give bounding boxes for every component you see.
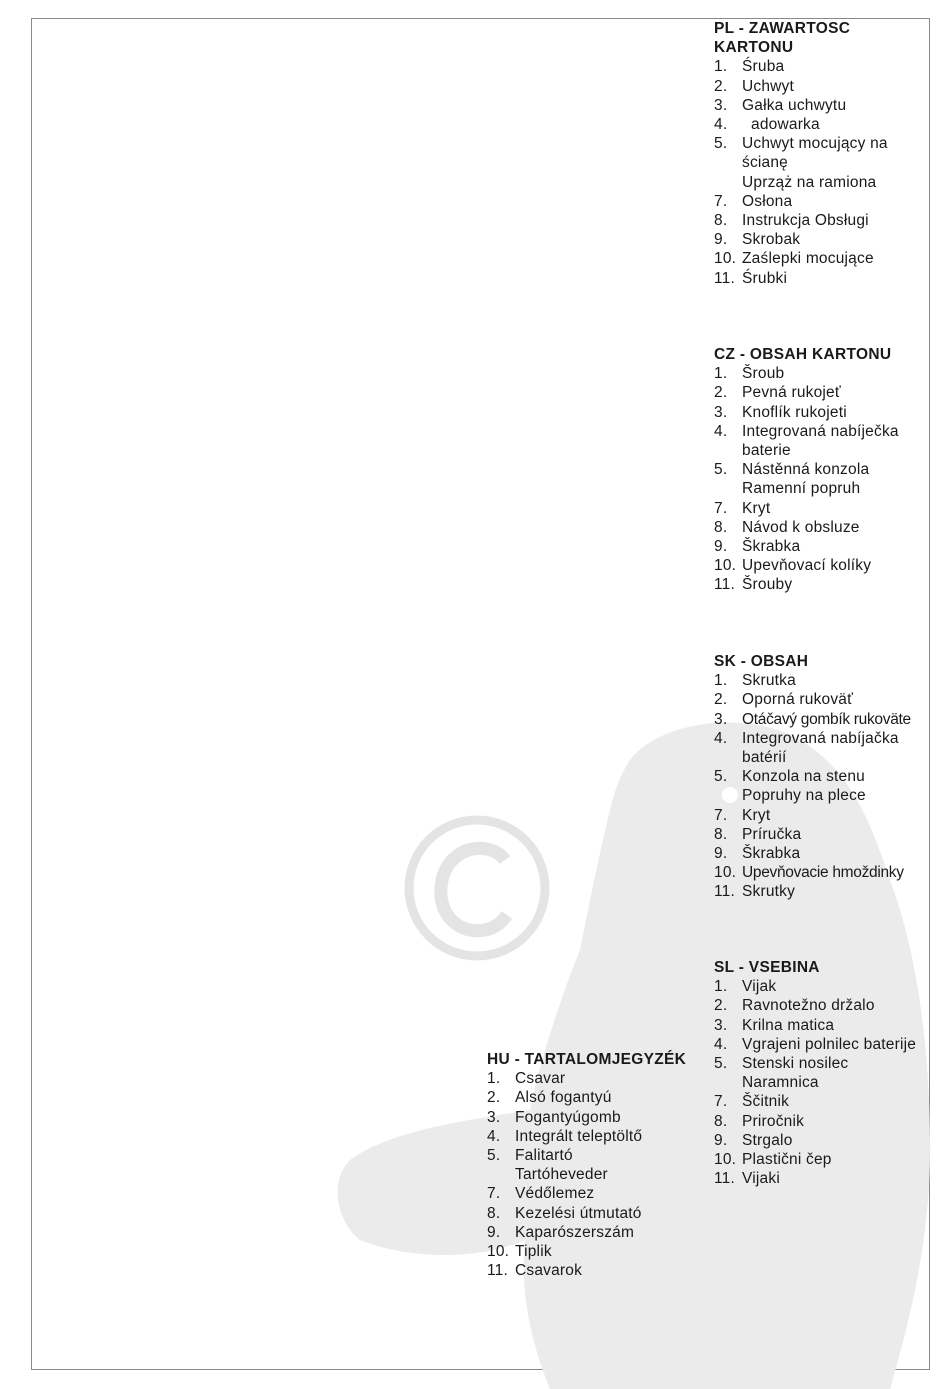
- list-item: 1. Csavar: [487, 1070, 566, 1088]
- list-item: 2. Alsó fogantyú: [487, 1089, 612, 1107]
- list-item: 11. Śrubki: [714, 269, 788, 287]
- list-item: 10. Upevňovacie hmoždinky: [714, 864, 904, 882]
- section-title: CZ - OBSAH KARTONU: [714, 346, 892, 363]
- list-item: 1. Šroub: [714, 365, 785, 383]
- list-item: 7. Osłona: [714, 192, 793, 210]
- section-cz: [714, 345, 934, 595]
- list-item: 9. Skrobak: [714, 231, 801, 249]
- parts-list: [487, 1069, 712, 1280]
- parts-list: [714, 364, 934, 594]
- list-item: Ramenní popruh: [742, 480, 861, 498]
- list-item: 4. Integrovaná nabíjačka batérií: [714, 729, 899, 767]
- list-item: 4. Integrált teleptöltő: [487, 1127, 643, 1145]
- list-item: 10. Plastični čep: [714, 1151, 832, 1169]
- section-pl: [714, 19, 934, 288]
- list-item: 3. Krilna matica: [714, 1016, 835, 1034]
- section-title: HU - TARTALOMJEGYZÉK: [487, 1051, 687, 1068]
- list-item: 8. Návod k obsluze: [714, 518, 860, 536]
- list-item: 1. Vijak: [714, 978, 777, 996]
- list-item: 2. Pevná rukojeť: [714, 384, 841, 402]
- list-item: 5. Uchwyt mocujący na ścianę: [714, 135, 888, 172]
- list-item: 10. Zaślepki mocujące: [714, 250, 874, 268]
- list-item: 1. Skrutka: [714, 672, 796, 690]
- section-sl: [714, 958, 934, 1188]
- list-item: 11. Šrouby: [714, 576, 793, 594]
- section-title: SK - OBSAH: [714, 653, 809, 670]
- list-item: 3. Gałka uchwytu: [714, 96, 847, 114]
- section-title: PL - ZAWARTOSC KARTONU: [714, 20, 851, 57]
- list-item: 8. Kezelési útmutató: [487, 1204, 642, 1222]
- list-item: Tartóheveder: [515, 1166, 608, 1184]
- list-item: 4. Vgrajeni polnilec baterije: [714, 1035, 917, 1053]
- list-item: 5. Konzola na stenu: [714, 768, 865, 786]
- list-item: 3. Otáčavý gombík rukoväte: [714, 710, 911, 728]
- parts-list: [714, 671, 934, 901]
- list-item: 2. Uchwyt: [714, 77, 795, 95]
- list-item: 9. Škrabka: [714, 538, 801, 556]
- list-item: 2. Ravnotežno držalo: [714, 997, 875, 1015]
- list-item: 7. Kryt: [714, 806, 771, 824]
- section-hu: [487, 1050, 712, 1280]
- list-item: 10. Upevňovací kolíky: [714, 557, 872, 575]
- list-item: 9. Kaparószerszám: [487, 1223, 635, 1241]
- list-item: 7. Ščitnik: [714, 1093, 790, 1111]
- list-item: 8. Príručka: [714, 825, 802, 843]
- list-item: 10. Tiplik: [487, 1243, 552, 1261]
- list-item: Uprząż na ramiona: [742, 173, 877, 191]
- list-item: 1. Śruba: [714, 58, 785, 76]
- list-item: 11. Skrutky: [714, 883, 796, 901]
- section-title: SL - VSEBINA: [714, 959, 820, 976]
- list-item: 7. Védőlemez: [487, 1185, 595, 1203]
- list-item: 3. Fogantyúgomb: [487, 1108, 621, 1126]
- list-item: 9. Škrabka: [714, 845, 801, 863]
- list-item: 11. Csavarok: [487, 1262, 583, 1280]
- list-item: 8. Priročnik: [714, 1112, 805, 1130]
- list-item: 11. Vijaki: [714, 1170, 780, 1188]
- section-sk: [714, 652, 934, 902]
- list-item: 4. Integrovaná nabíječka baterie: [714, 422, 899, 460]
- parts-list: [714, 977, 934, 1188]
- list-item: 5. Nástěnná konzola: [714, 461, 870, 479]
- list-item: Popruhy na plece: [742, 787, 866, 805]
- list-item: 5. Stenski nosilec: [714, 1055, 849, 1073]
- parts-list: [714, 57, 934, 287]
- list-item: 8. Instrukcja Obsługi: [714, 212, 869, 230]
- list-item: Naramnica: [742, 1074, 819, 1092]
- list-item: 3. Knoflík rukojeti: [714, 403, 847, 421]
- list-item: 9. Strgalo: [714, 1131, 793, 1149]
- list-item: 2. Oporná rukoväť: [714, 691, 854, 709]
- list-item: 5. Falitartó: [487, 1147, 573, 1165]
- list-item: 7. Kryt: [714, 499, 771, 517]
- list-item: 4. adowarka: [714, 116, 820, 134]
